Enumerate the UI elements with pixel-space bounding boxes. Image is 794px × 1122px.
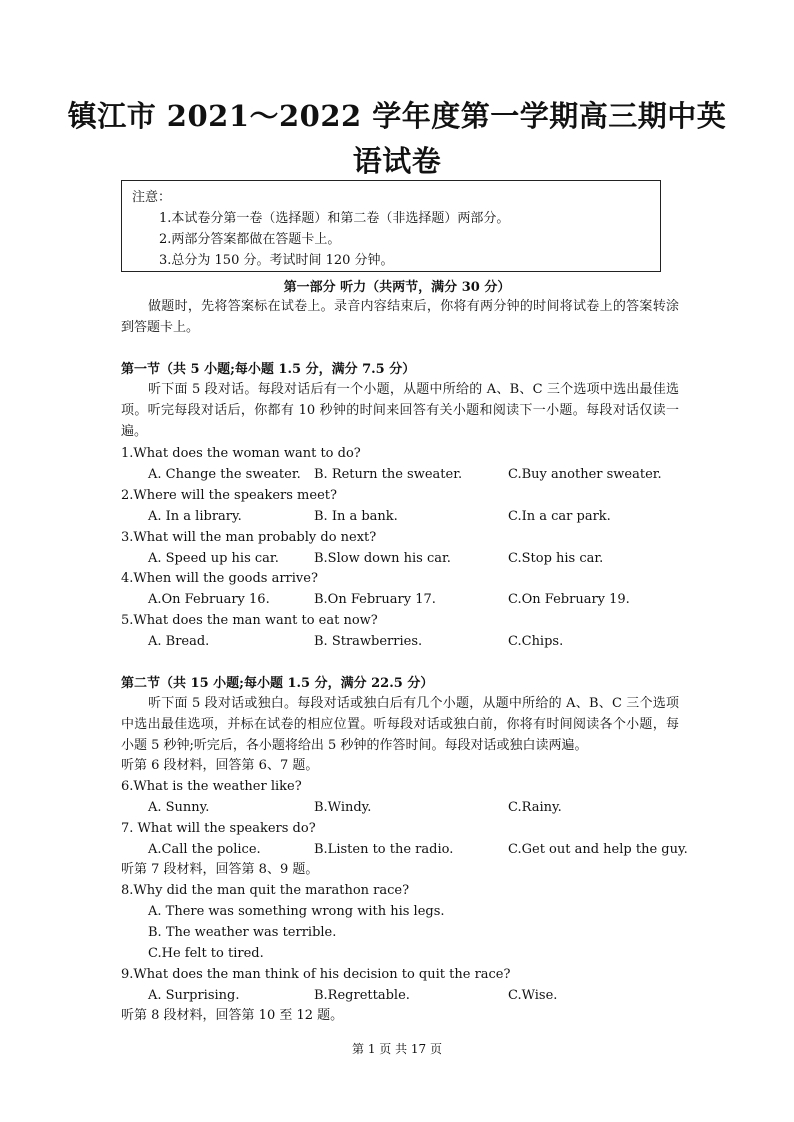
question-3: 3.What will the man probably do next?	[121, 530, 377, 545]
q6-option-c: C.Rainy.	[508, 800, 562, 815]
q4-option-b: B.On February 17.	[314, 592, 436, 607]
q4-option-a: A.On February 16.	[148, 592, 270, 607]
section1-intro: 听下面 5 段对话。每段对话后有一个小题，从题中所给的 A、B、C 三个选项中选出最佳选项。听完每段对话后，你都有 10 秒钟的时间来回答有关小题和阅读下一小题。每段对话仅读一遍。	[121, 382, 679, 439]
q7-option-b: B.Listen to the radio.	[314, 842, 454, 857]
section2-intro: 听下面 5 段对话或独白。每段对话或独白后有几个小题，从题中所给的 A、B、C 三个选项中选出最佳选项，并标在试卷的相应位置。听每段对话或独白前，你将有时间阅读各个小题，每小题 5 秒钟;听完后，各小题将给出 5 秒钟的作答时间。每段对话或独白读两遍。	[121, 696, 679, 753]
q9-option-c: C.Wise.	[508, 988, 558, 1003]
material-6-note: 听第 6 段材料，回答第 6、7 题。	[121, 758, 319, 773]
q3-option-c: C.Stop his car.	[508, 551, 604, 566]
question-4: 4.When will the goods arrive?	[121, 571, 318, 586]
q9-option-b: B.Regrettable.	[314, 988, 410, 1003]
question-7: 7. What will the speakers do?	[121, 821, 316, 836]
q3-option-b: B.Slow down his car.	[314, 551, 451, 566]
page-number-footer: 第 1 页 共 17 页	[352, 1042, 442, 1056]
q2-option-a: A. In a library.	[148, 509, 242, 524]
q9-option-a: A. Surprising.	[148, 988, 240, 1003]
question-6: 6.What is the weather like?	[121, 779, 302, 794]
part1-intro: 做题时，先将答案标在试卷上。录音内容结束后，你将有两分钟的时间将试卷上的答案转涂到答题卡上。	[121, 299, 679, 335]
material-8-note: 听第 8 段材料，回答第 10 至 12 题。	[121, 1008, 344, 1023]
q5-option-a: A. Bread.	[148, 634, 210, 649]
part1-heading: 第一部分 听力（共两节，满分 30 分）	[283, 280, 511, 295]
q1-option-c: C.Buy another sweater.	[508, 467, 662, 482]
q6-option-a: A. Sunny.	[148, 800, 210, 815]
q8-option-a: A. There was something wrong with his legs.	[148, 904, 445, 919]
q3-option-a: A. Speed up his car.	[148, 551, 279, 566]
exam-title-line2: 语试卷	[352, 144, 442, 178]
notice-heading: 注意：	[132, 190, 172, 205]
question-8: 8.Why did the man quit the marathon race?	[121, 883, 410, 898]
q7-option-a: A.Call the police.	[148, 842, 261, 857]
notice-item: 2.两部分答案都做在答题卡上。	[159, 232, 341, 247]
q5-option-c: C.Chips.	[508, 634, 564, 649]
q4-option-c: C.On February 19.	[508, 592, 630, 607]
q8-option-b: B. The weather was terrible.	[148, 925, 337, 940]
section2-heading: 第二节（共 15 小题;每小题 1.5 分，满分 22.5 分）	[121, 676, 434, 691]
q6-option-b: B.Windy.	[314, 800, 372, 815]
q8-option-c: C.He felt to tired.	[148, 946, 264, 961]
q1-option-a: A. Change the sweater.	[148, 467, 301, 482]
q1-option-b: B. Return the sweater.	[314, 467, 463, 482]
material-7-note: 听第 7 段材料，回答第 8、9 题。	[121, 862, 319, 877]
q2-option-c: C.In a car park.	[508, 509, 611, 524]
notice-item: 1.本试卷分第一卷（选择题）和第二卷（非选择题）两部分。	[159, 211, 510, 226]
q5-option-b: B. Strawberries.	[314, 634, 423, 649]
section1-heading: 第一节（共 5 小题;每小题 1.5 分，满分 7.5 分）	[121, 362, 416, 377]
question-5: 5.What does the man want to eat now?	[121, 613, 378, 628]
q7-option-c: C.Get out and help the guy.	[508, 842, 688, 857]
notice-item: 3.总分为 150 分。考试时间 120 分钟。	[159, 253, 394, 268]
notice-box	[121, 180, 661, 272]
exam-title-line1: 镇江市 2021～2022 学年度第一学期高三期中英	[67, 99, 727, 133]
question-9: 9.What does the man think of his decision to quit the race?	[121, 967, 511, 982]
question-1: 1.What does the woman want to do?	[121, 446, 361, 461]
q2-option-b: B. In a bank.	[314, 509, 398, 524]
question-2: 2.Where will the speakers meet?	[121, 488, 337, 503]
